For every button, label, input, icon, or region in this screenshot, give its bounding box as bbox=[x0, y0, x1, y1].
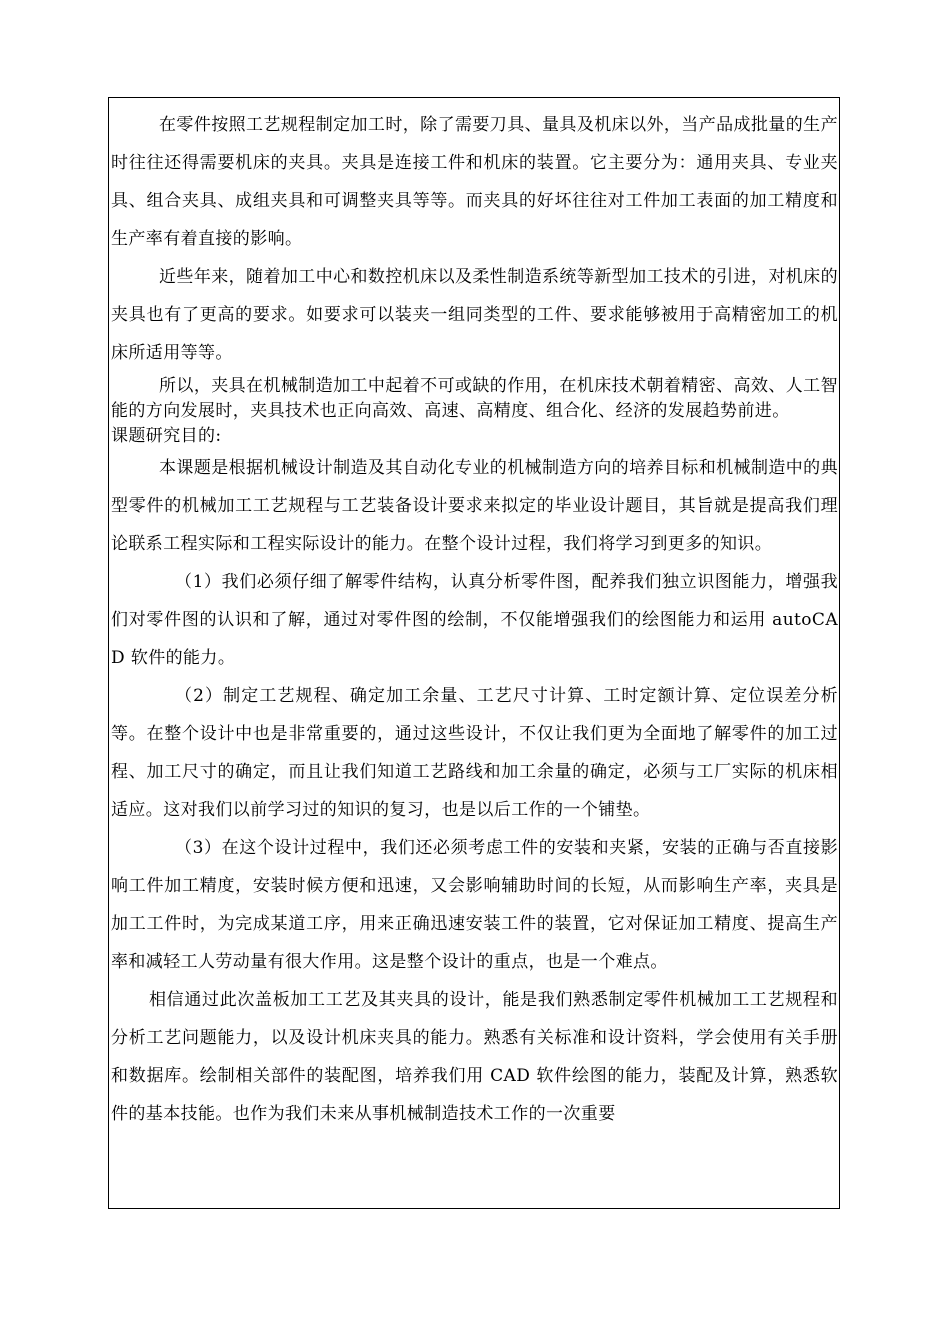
section-heading-research-purpose: 课题研究目的: bbox=[111, 426, 222, 446]
paragraph-fixtures-intro: 在零件按照工艺规程制定加工时，除了需要刀具、量具及机床以外，当产品成批量的生产时往往还得需要机床的夹具。夹具是连接工件和机床的装置。它主要分为：通用夹具、专业夹具、组合夹具、成组夹具和可调整夹具等等。而夹具的好坏往往对工件加工表面的加工精度和生产率有着直接的影响。 bbox=[111, 115, 838, 249]
paragraph-conclusion: 相信通过此次盖板加工工艺及其夹具的设计，能是我们熟悉制定零件机械加工工艺规程和分析工艺问题能力，以及设计机床夹具的能力。熟悉有关标准和设计资料，学会使用有关手册和数据库。绘制相关部件的装配图，培养我们用 CAD 软件绘图的能力，装配及计算，熟悉软件的基本技能。也作为我们未来从事机械制造技术工作的一次重要 bbox=[111, 990, 838, 1124]
paragraph-item-3: （3）在这个设计过程中，我们还必须考虑工件的安装和夹紧，安装的正确与否直接影响工件加工精度，安装时候方便和迅速，又会影响辅助时间的长短，从而影响生产率，夹具是加工工件时，为完成某道工序，用来正确迅速安装工件的装置，它对保证加工精度、提高生产率和减轻工人劳动量有很大作用。这是整个设计的重点，也是一个难点。 bbox=[111, 838, 838, 972]
document-frame bbox=[108, 97, 840, 1209]
paragraph-item-2: （2）制定工艺规程、确定加工余量、工艺尺寸计算、工时定额计算、定位误差分析等。在整个设计中也是非常重要的，通过这些设计，不仅让我们更为全面地了解零件的加工过程、加工尺寸的确定，而且让我们知道工艺路线和加工余量的确定，必须与工厂实际的机床相适应。这对我们以前学习过的知识的复习，也是以后工作的一个铺垫。 bbox=[111, 686, 838, 820]
paragraph-recent-years: 近些年来，随着加工中心和数控机床以及柔性制造系统等新型加工技术的引进，对机床的夹具也有了更高的要求。如要求可以装夹一组同类型的工件、要求能够被用于高精密加工的机床所适用等等。 bbox=[111, 267, 838, 363]
paragraph-item-1: （1）我们必须仔细了解零件结构，认真分析零件图，配养我们独立识图能力，增强我们对零件图的认识和了解，通过对零件图的绘制，不仅能增强我们的绘图能力和运用 autoCAD 软件的能力。 bbox=[111, 572, 838, 668]
paragraph-therefore: 所以，夹具在机械制造加工中起着不可或缺的作用，在机床技术朝着精密、高效、人工智能的方向发展时，夹具技术也正向高效、高速、高精度、组合化、经济的发展趋势前进。 bbox=[111, 376, 838, 421]
paragraph-topic-purpose: 本课题是根据机械设计制造及其自动化专业的机械制造方向的培养目标和机械制造中的典型零件的机械加工工艺规程与工艺装备设计要求来拟定的毕业设计题目，其旨就是提高我们理论联系工程实际和工程实际设计的能力。在整个设计过程，我们将学习到更多的知识。 bbox=[111, 458, 838, 554]
document-body bbox=[109, 98, 839, 1133]
